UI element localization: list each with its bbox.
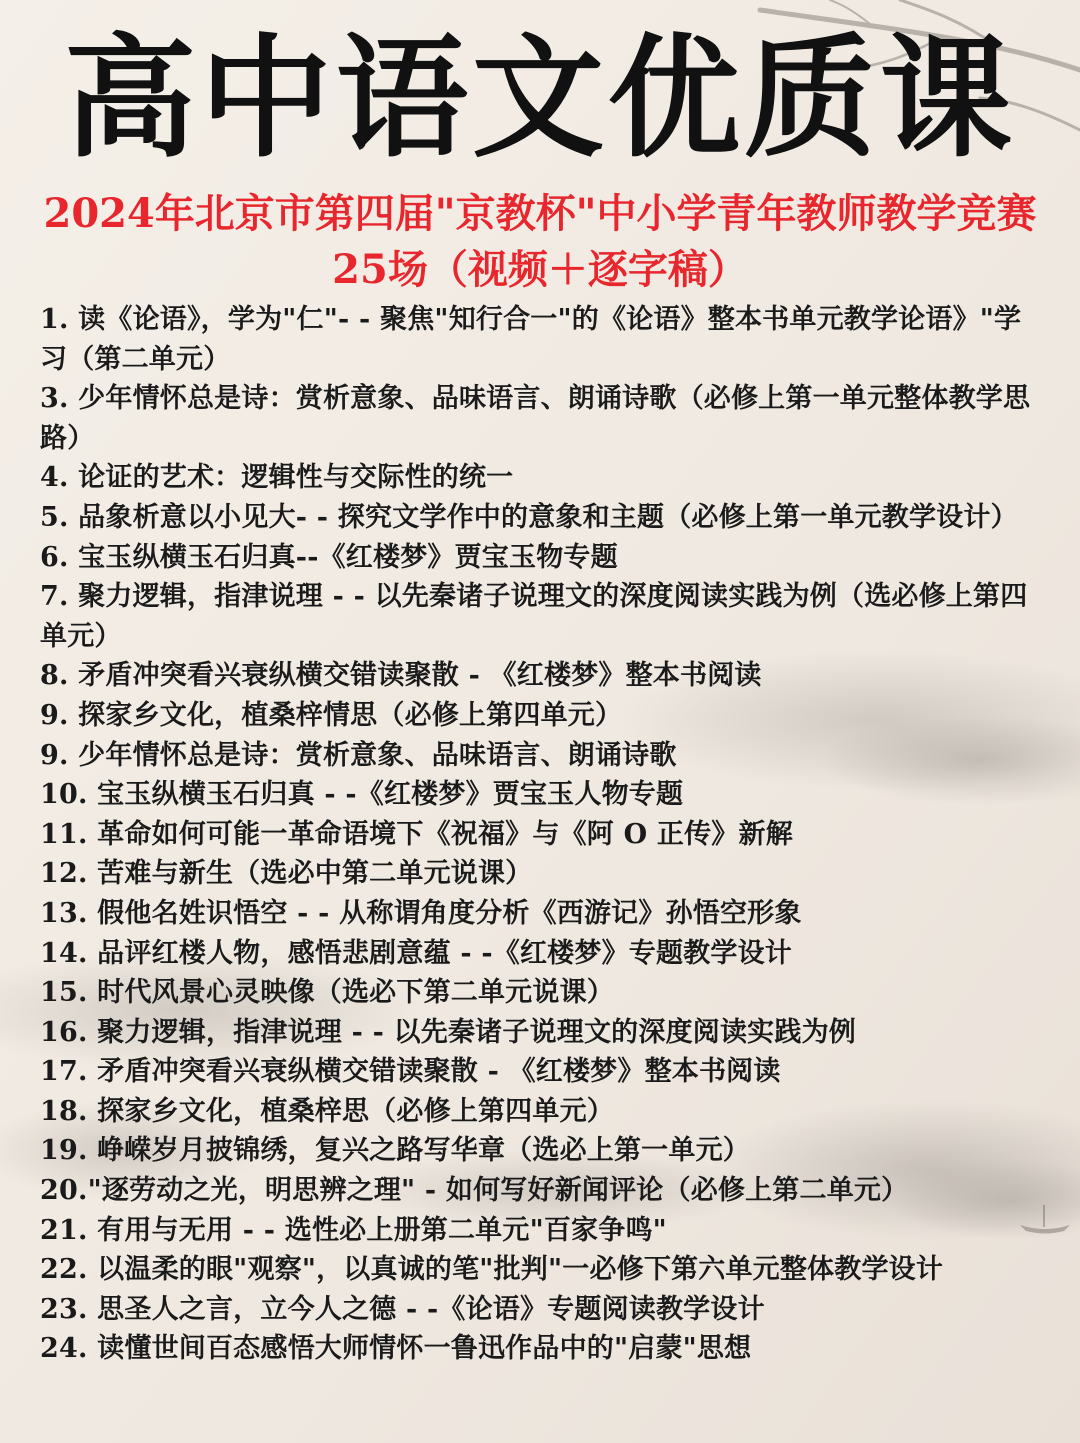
list-item: 21. 有用与无用 - - 选性必上册第二单元"百家争鸣" — [40, 1214, 667, 1246]
list-item: 9. 探家乡文化，植桑梓情思（必修上第四单元） — [40, 699, 623, 731]
list-item: 18. 探家乡文化，植桑梓思（必修上第四单元） — [40, 1095, 614, 1127]
list-item: 11. 革命如何可能一革命语境下《祝福》与《阿 O 正传》新解 — [40, 818, 793, 850]
list-item: 14. 品评红楼人物，感悟悲剧意蕴 - -《红楼梦》专题教学设计 — [40, 937, 792, 969]
list-item: 16. 聚力逻辑，指津说理 - - 以先秦诸子说理文的深度阅读实践为例 — [40, 1016, 856, 1048]
list-item: 17. 矛盾冲突看兴衰纵横交错读聚散 - 《红楼梦》整本书阅读 — [40, 1056, 781, 1088]
list-item: 7. 聚力逻辑，指津说理 - - 以先秦诸子说理文的深度阅读实践为例（选必修上第四单元） — [40, 581, 1028, 652]
list-item: 1. 读《论语》，学为"仁"- - 聚焦"知行合一"的《论语》整本书单元教学论语》"学习（第二单元） — [40, 304, 1022, 375]
list-item: 23. 思圣人之言，立今人之德 - -《论语》专题阅读教学设计 — [40, 1293, 765, 1325]
list-item: 12. 苦难与新生（选必中第二单元说课） — [40, 858, 533, 890]
page-title: 高中语文优质课 — [64, 21, 1016, 176]
list-item: 5. 品象析意以小见大- - 探究文学作中的意象和主题（必修上第一单元教学设计） — [40, 501, 1018, 533]
list-item: 9. 少年情怀总是诗：赏析意象、品味语言、朗诵诗歌 — [40, 739, 677, 771]
list-item: 15. 时代风景心灵映像（选必下第二单元说课） — [40, 977, 614, 1009]
list-item: 10. 宝玉纵横玉石归真 - -《红楼梦》贾宝玉人物专题 — [40, 779, 684, 811]
list-item: 3. 少年情怀总是诗：赏析意象、品味语言、朗诵诗歌（必修上第一单元整体教学思路） — [40, 383, 1031, 454]
list-item: 19. 峥嵘岁月披锦绣，复兴之路写华章（选必上第一单元） — [40, 1135, 750, 1167]
list-item: 6. 宝玉纵横玉石归真--《红楼梦》贾宝玉物专题 — [40, 541, 618, 573]
list-item: 24. 读懂世间百态感悟大师情怀一鲁迅作品中的"启蒙"思想 — [40, 1333, 752, 1365]
list-item: 13. 假他名姓识悟空 - - 从称谓角度分析《西游记》孙悟空形象 — [40, 897, 802, 929]
list-item: 20."逐劳动之光，明思辨之理" - 如何写好新闻评论（必修上第二单元） — [40, 1175, 909, 1207]
subtitle: 2024年北京市第四届"京教杯"中小学青年教师教学竞赛25场（视频＋逐字稿） — [43, 190, 1037, 293]
lesson-list — [40, 300, 1040, 1369]
list-item: 8. 矛盾冲突看兴衰纵横交错读聚散 - 《红楼梦》整本书阅读 — [40, 660, 762, 692]
list-item: 22. 以温柔的眼"观察"，以真诚的笔"批判"一必修下第六单元整体教学设计 — [40, 1254, 944, 1286]
list-item: 4. 论证的艺术：逻辑性与交际性的统一 — [40, 462, 514, 494]
